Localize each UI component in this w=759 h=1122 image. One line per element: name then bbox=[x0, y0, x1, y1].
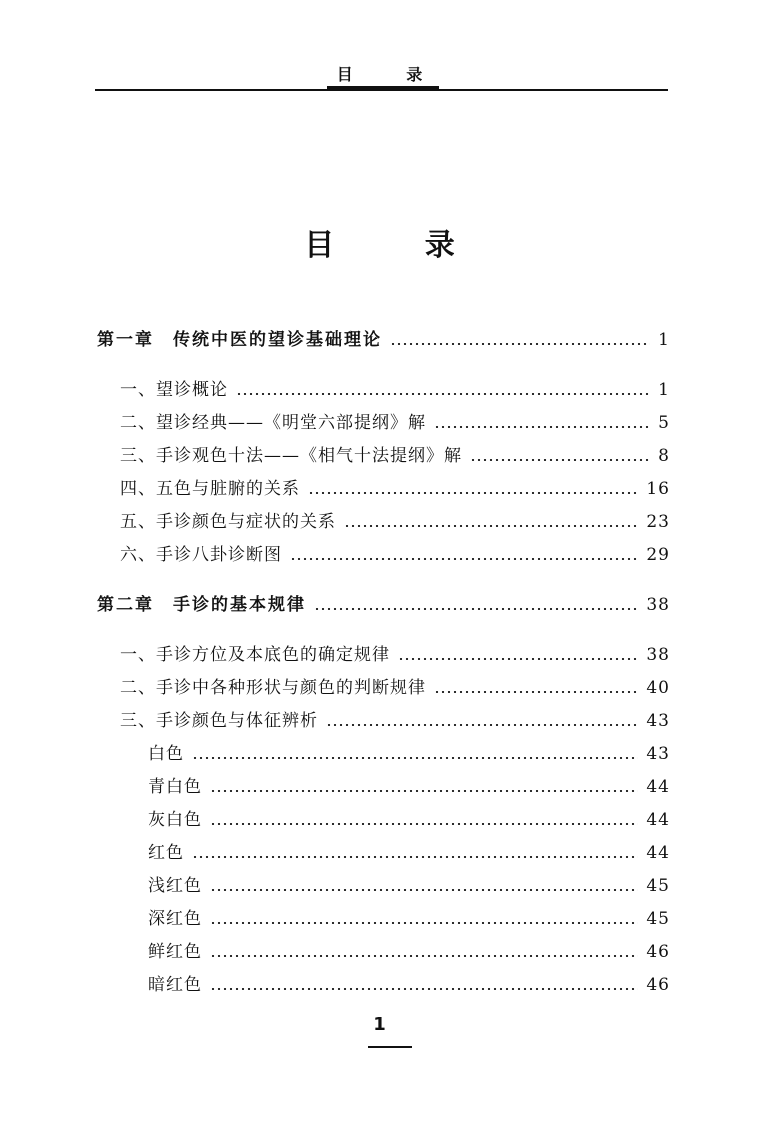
toc-entry-page: 8 bbox=[658, 446, 670, 466]
toc-section-row bbox=[0, 674, 759, 702]
toc-entry-label: 二、望诊经典——《明堂六部提纲》解 bbox=[120, 413, 426, 433]
toc-entry-label: 第一章 传统中医的望诊基础理论 bbox=[97, 330, 382, 350]
toc-entry-label: 深红色 bbox=[148, 909, 202, 929]
toc-dot-leader bbox=[290, 558, 638, 560]
toc-entry-page: 46 bbox=[646, 975, 670, 995]
toc-chapter-row bbox=[0, 591, 759, 619]
toc-entry-label: 六、手诊八卦诊断图 bbox=[120, 545, 282, 565]
toc-section-row bbox=[0, 508, 759, 536]
toc-dot-leader bbox=[210, 955, 638, 957]
toc-entry-label: 鲜红色 bbox=[148, 942, 202, 962]
toc-dot-leader bbox=[236, 393, 650, 395]
toc-entry-page: 43 bbox=[646, 744, 670, 764]
toc-dot-leader bbox=[398, 658, 638, 660]
toc-entry-label: 五、手诊颜色与症状的关系 bbox=[120, 512, 336, 532]
toc-entry-label: 白色 bbox=[148, 744, 184, 764]
header-rule bbox=[95, 89, 668, 91]
page-title: 目 录 bbox=[304, 228, 495, 263]
toc-entry-label: 浅红色 bbox=[148, 876, 202, 896]
toc-entry-page: 38 bbox=[646, 645, 670, 665]
toc-subsection-row bbox=[0, 971, 759, 999]
toc-section-row bbox=[0, 376, 759, 404]
toc-dot-leader bbox=[210, 790, 638, 792]
toc-entry-label: 红色 bbox=[148, 843, 184, 863]
toc-subsection-row bbox=[0, 938, 759, 966]
toc-entry-page: 44 bbox=[646, 777, 670, 797]
running-head: 目 录 bbox=[336, 65, 447, 84]
toc-section-row bbox=[0, 641, 759, 669]
toc-entry-label: 一、望诊概论 bbox=[120, 380, 228, 400]
toc-dot-leader bbox=[210, 988, 638, 990]
toc-dot-leader bbox=[434, 691, 638, 693]
toc-subsection-row bbox=[0, 773, 759, 801]
toc-entry-page: 44 bbox=[646, 810, 670, 830]
toc-entry-label: 一、手诊方位及本底色的确定规律 bbox=[120, 645, 390, 665]
page-number: 1 bbox=[373, 1014, 386, 1035]
toc-dot-leader bbox=[344, 525, 638, 527]
toc-dot-leader bbox=[210, 889, 638, 891]
toc-entry-label: 三、手诊颜色与体征辨析 bbox=[120, 711, 318, 731]
toc-entry-page: 29 bbox=[646, 545, 670, 565]
toc-entry-page: 38 bbox=[646, 595, 670, 615]
toc-entry-page: 16 bbox=[646, 479, 670, 499]
toc-dot-leader bbox=[210, 922, 638, 924]
toc-entry-page: 5 bbox=[658, 413, 670, 433]
toc-entry-label: 第二章 手诊的基本规律 bbox=[97, 595, 306, 615]
toc-entry-page: 23 bbox=[646, 512, 670, 532]
toc-entry-label: 灰白色 bbox=[148, 810, 202, 830]
toc-entry-label: 暗红色 bbox=[148, 975, 202, 995]
toc-entry-page: 45 bbox=[646, 909, 670, 929]
toc-dot-leader bbox=[308, 492, 638, 494]
toc-dot-leader bbox=[326, 724, 638, 726]
toc-subsection-row bbox=[0, 740, 759, 768]
toc-dot-leader bbox=[314, 608, 638, 610]
toc-entry-page: 44 bbox=[646, 843, 670, 863]
toc-entry-label: 青白色 bbox=[148, 777, 202, 797]
toc-chapter-row bbox=[0, 326, 759, 354]
toc-entry-page: 45 bbox=[646, 876, 670, 896]
toc-section-row bbox=[0, 409, 759, 437]
page-number-rule bbox=[368, 1046, 412, 1048]
toc-section-row bbox=[0, 541, 759, 569]
toc-entry-label: 四、五色与脏腑的关系 bbox=[120, 479, 300, 499]
toc-entry-page: 43 bbox=[646, 711, 670, 731]
toc-section-row bbox=[0, 442, 759, 470]
toc-entry-page: 1 bbox=[658, 330, 670, 350]
toc-subsection-row bbox=[0, 905, 759, 933]
toc-dot-leader bbox=[192, 757, 638, 759]
toc-section-row bbox=[0, 475, 759, 503]
toc-subsection-row bbox=[0, 806, 759, 834]
toc-dot-leader bbox=[434, 426, 650, 428]
toc-dot-leader bbox=[192, 856, 638, 858]
toc-entry-page: 1 bbox=[658, 380, 670, 400]
toc-section-row bbox=[0, 707, 759, 735]
toc-entry-page: 46 bbox=[646, 942, 670, 962]
toc-subsection-row bbox=[0, 839, 759, 867]
toc-subsection-row bbox=[0, 872, 759, 900]
toc-dot-leader bbox=[470, 459, 650, 461]
toc-dot-leader bbox=[210, 823, 638, 825]
toc-dot-leader bbox=[390, 343, 650, 345]
toc-entry-label: 三、手诊观色十法——《相气十法提纲》解 bbox=[120, 446, 462, 466]
toc-entry-page: 40 bbox=[646, 678, 670, 698]
toc-entry-label: 二、手诊中各种形状与颜色的判断规律 bbox=[120, 678, 426, 698]
